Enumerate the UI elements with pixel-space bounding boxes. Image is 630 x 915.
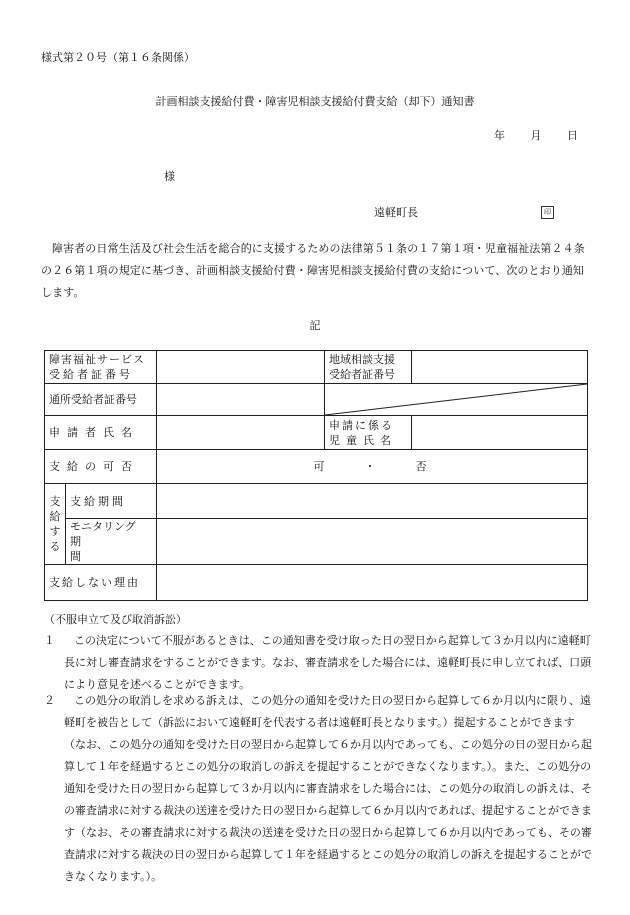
child-name-label	[325, 416, 412, 450]
notice-table	[44, 350, 588, 601]
child-name-field[interactable]	[412, 416, 588, 450]
grant-char: 給	[49, 510, 61, 523]
table-row	[45, 565, 588, 601]
grant-period-field[interactable]	[157, 484, 588, 519]
table-row	[45, 384, 588, 416]
month-label: 月	[530, 129, 542, 142]
issuer-name: 遠軽町長	[374, 206, 418, 219]
ki-heading: 記	[309, 319, 321, 332]
service-cert-label-line2: 受給者証番号	[49, 368, 133, 381]
date-line	[494, 128, 578, 145]
service-cert-label-line1: 障害福祉サービス	[49, 353, 145, 366]
regional-cert-number-field[interactable]	[412, 351, 588, 384]
service-cert-number-field[interactable]	[157, 351, 325, 384]
appeal-item-text: この決定について不服があるときは、この通知書を受け取った日の翌日から起算して３か月以内に遠軽町長に対し審査請求をすることができます。なお、審査請求をした場合には、遠軽町長に申し立てれば、口頭により意見を述べることができます。	[64, 634, 592, 691]
appeal-item	[44, 630, 592, 696]
year-label: 年	[494, 129, 505, 142]
appeal-item-text: この処分の取消しを求める訴えは、この処分の通知を受けた日の翌日から起算して６か月以内に限り、遠軽町を被告として（訴訟において遠軽町を代表する者は遠軽町長となります。）提起することができます（なお、この処分の通知を受けた日の翌日から起算して６か月以内であっても、この処分の日の翌日から起算して１年を経過するとこの処分の取消しの訴えを提起することができなくなります。）。また、この処分の通知を受けた日の翌日から起算して３か月以内に審査請求をした場合には、この処分の取消しの訴えは、その審査請求に対する裁決の送達を受けた日の翌日から起算して６か月以内であれば、提起することができます（なお、その審査請求に対する裁決の送達を受けた日の翌日から起算して６か月以内であっても、その審査請求に対する裁決の日の翌日から起算して１年を経過するとこの処分の取消しの訴えを提起することができなくなります。）。	[64, 694, 592, 883]
grant-char: 支	[49, 495, 61, 508]
service-cert-label	[45, 351, 157, 384]
document-title: 計画相談支援給付費・障害児相談支援給付費支給（却下）通知書	[155, 95, 475, 108]
monitoring-label-line1: モニタリング	[70, 520, 136, 533]
grant-vertical-label	[45, 484, 66, 565]
child-name-label-line2: 児童氏名	[329, 433, 397, 447]
approve-option[interactable]: 可	[313, 460, 329, 473]
separator-dot: ・	[364, 460, 380, 473]
approval-label: 支給の可否	[45, 450, 157, 484]
form-number: 様式第２０号（第１６条関係）	[41, 51, 195, 64]
table-row	[45, 484, 588, 519]
day-label: 日	[567, 129, 578, 142]
regional-cert-label	[325, 351, 412, 384]
child-name-label-line1: 申請に係る	[329, 418, 394, 432]
monitoring-label-line2: 期間	[70, 535, 139, 563]
appeal-item-number: １	[44, 634, 55, 647]
regional-cert-label-line2: 受給者証番号	[329, 368, 395, 381]
addressee-suffix: 様	[164, 170, 175, 183]
appeal-item	[44, 690, 592, 888]
grant-char: す	[49, 525, 61, 538]
appeal-heading: （不服申立て及び取消訴訟）	[44, 613, 187, 626]
grant-period-label: 支給期間	[66, 484, 157, 519]
reason-field[interactable]	[157, 565, 588, 601]
grant-char: る	[49, 540, 61, 553]
regional-cert-label-line1: 地域相談支援	[329, 353, 395, 366]
applicant-name-label: 申請者氏名	[45, 416, 157, 450]
applicant-name-field[interactable]	[157, 416, 325, 450]
facility-cert-number-field[interactable]	[157, 384, 325, 416]
table-row	[45, 351, 588, 384]
table-row	[45, 519, 588, 565]
table-row	[45, 450, 588, 484]
table-row	[45, 416, 588, 450]
diagonal-blank-cell	[325, 384, 588, 416]
diagonal-line	[325, 384, 587, 415]
appeal-item-number: ２	[44, 694, 55, 707]
seal-mark: 印	[541, 206, 554, 219]
intro-paragraph: 障害者の日常生活及び社会生活を総合的に支援するための法律第５１条の１７第１項・児童福祉法第２４条の２６第１項の規定に基づき、計画相談支援給付費・障害児相談支援給付費の支給について、次のとおり通知します。	[41, 242, 585, 299]
monitoring-period-label	[66, 519, 157, 565]
monitoring-period-field[interactable]	[157, 519, 588, 565]
approval-choice[interactable]	[157, 450, 588, 484]
reason-label: 支給しない理由	[45, 565, 157, 601]
facility-cert-label: 通所受給者証番号	[45, 384, 157, 416]
deny-option[interactable]: 否	[415, 460, 431, 473]
